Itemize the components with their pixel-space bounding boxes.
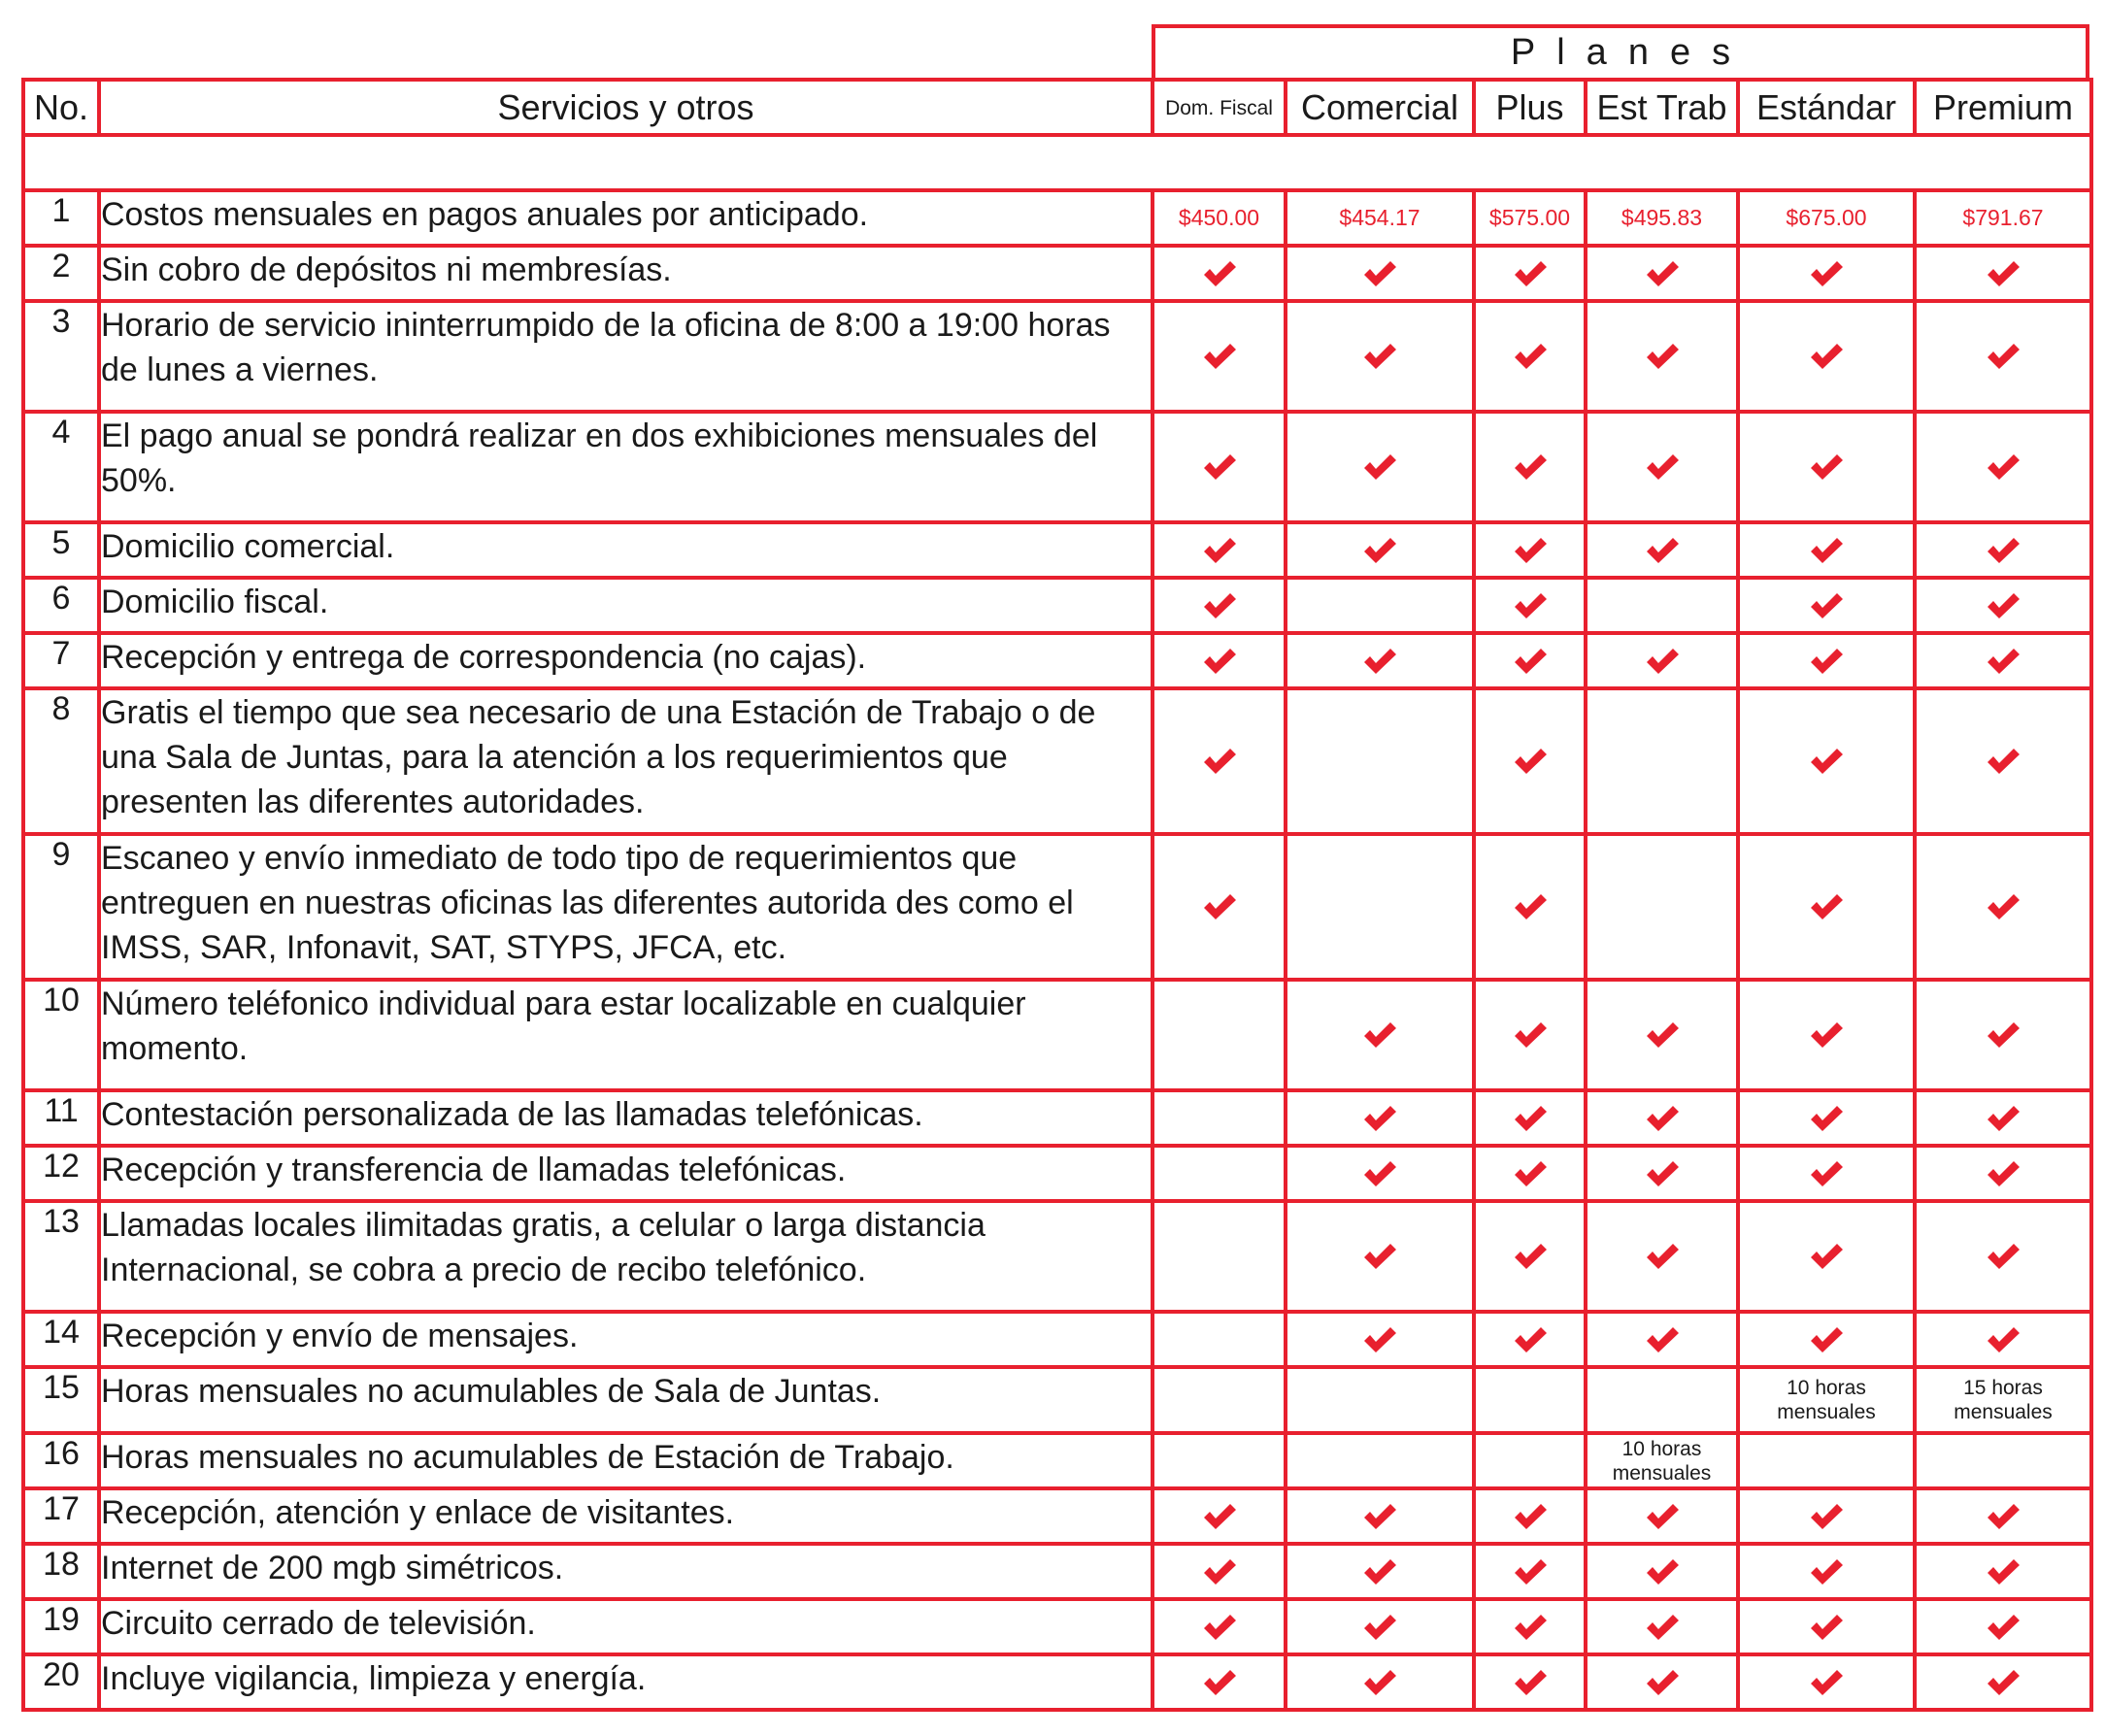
service-description: Horas mensuales no acumulables de Estación de Trabajo.: [99, 1433, 1153, 1488]
checkmark-icon: [1513, 260, 1548, 287]
plan-cell-included: [1586, 246, 1738, 301]
plan-cell-included: [1153, 1654, 1286, 1710]
service-description: Escaneo y envío inmediato de todo tipo de requerimientos que entreguen en nuestras oficinas las diferentes autorida des como el IMSS, SAR, Infonavit, SAT, STYPS, JFCA, etc.: [99, 834, 1153, 980]
checkmark-icon: [1362, 1326, 1397, 1353]
plan-cell-included: [1586, 1544, 1738, 1599]
checkmark-icon: [1202, 748, 1237, 775]
plan-cell-included: [1286, 1488, 1474, 1544]
plan-cell-included: [1738, 301, 1915, 412]
plan-cell-included: [1286, 1090, 1474, 1146]
row-number: 14: [23, 1312, 99, 1367]
plan-cell-included: [1286, 633, 1474, 688]
checkmark-icon: [1645, 1326, 1680, 1353]
row-number: 17: [23, 1488, 99, 1544]
plan-cell-included: [1474, 1488, 1586, 1544]
plan-cell-included: [1915, 633, 2091, 688]
plan-cell-included: [1738, 1201, 1915, 1312]
plan-cell-included: [1153, 1544, 1286, 1599]
service-description: Llamadas locales ilimitadas gratis, a celular o larga distancia Internacional, se cobra a precio de recibo telefónico.: [99, 1201, 1153, 1312]
plan-hours-note: 10 horas mensuales: [1586, 1433, 1738, 1488]
checkmark-icon: [1809, 1105, 1844, 1132]
plan-cell-included: [1586, 980, 1738, 1090]
checkmark-icon: [1362, 453, 1397, 481]
checkmark-icon: [1513, 1160, 1548, 1187]
plan-cell-included: [1915, 1654, 2091, 1710]
plan-cell-included: [1586, 1146, 1738, 1201]
plan-cell-included: [1738, 1599, 1915, 1654]
service-description: Costos mensuales en pagos anuales por anticipado.: [99, 190, 1153, 246]
checkmark-icon: [1809, 1160, 1844, 1187]
plan-cell-included: [1586, 1090, 1738, 1146]
checkmark-icon: [1645, 1160, 1680, 1187]
plan-cell-included: [1915, 578, 2091, 633]
plan-cell-included: [1915, 1090, 2091, 1146]
checkmark-icon: [1809, 453, 1844, 481]
plan-cell-included: [1738, 688, 1915, 834]
checkmark-icon: [1362, 537, 1397, 564]
checkmark-icon: [1645, 1669, 1680, 1696]
checkmark-icon: [1986, 1669, 2021, 1696]
checkmark-icon: [1202, 343, 1237, 370]
plan-cell-included: [1153, 1488, 1286, 1544]
plan-cell-included: [1474, 980, 1586, 1090]
row-number: 8: [23, 688, 99, 834]
checkmark-icon: [1809, 1021, 1844, 1049]
plan-cell-included: [1915, 522, 2091, 578]
checkmark-icon: [1809, 260, 1844, 287]
checkmark-icon: [1513, 1669, 1548, 1696]
table-row: [23, 412, 2091, 522]
plan-price: $675.00: [1738, 190, 1915, 246]
checkmark-icon: [1645, 453, 1680, 481]
table-row: [23, 1433, 2091, 1488]
checkmark-icon: [1362, 648, 1397, 675]
plan-price: $791.67: [1915, 190, 2091, 246]
checkmark-icon: [1809, 1243, 1844, 1270]
table-row: [23, 980, 2091, 1090]
plan-cell-included: [1586, 633, 1738, 688]
checkmark-icon: [1202, 893, 1237, 920]
plan-cell-included: [1286, 301, 1474, 412]
checkmark-icon: [1362, 1105, 1397, 1132]
column-header-number: No.: [23, 80, 99, 135]
plan-cell-included: [1286, 1654, 1474, 1710]
plan-price: $575.00: [1474, 190, 1586, 246]
plan-cell-included: [1915, 301, 2091, 412]
checkmark-icon: [1645, 648, 1680, 675]
plan-cell-included: [1474, 412, 1586, 522]
checkmark-icon: [1809, 1326, 1844, 1353]
plan-cell-included: [1915, 834, 2091, 980]
plan-cell-empty: [1153, 1090, 1286, 1146]
plan-cell-included: [1153, 246, 1286, 301]
plan-cell-empty: [1474, 1367, 1586, 1433]
checkmark-icon: [1645, 1614, 1680, 1641]
checkmark-icon: [1362, 1558, 1397, 1586]
column-header-plan-comercial: Comercial: [1286, 80, 1474, 135]
plan-cell-included: [1586, 1654, 1738, 1710]
plan-cell-included: [1915, 1201, 2091, 1312]
plan-cell-included: [1153, 688, 1286, 834]
table-row: [23, 1367, 2091, 1433]
plan-cell-included: [1738, 1488, 1915, 1544]
checkmark-icon: [1645, 1503, 1680, 1530]
column-header-plan-premium: Premium: [1915, 80, 2091, 135]
plan-cell-included: [1153, 578, 1286, 633]
plan-cell-included: [1586, 1488, 1738, 1544]
checkmark-icon: [1986, 453, 2021, 481]
plan-cell-included: [1738, 246, 1915, 301]
checkmark-icon: [1362, 1160, 1397, 1187]
service-description: Recepción y transferencia de llamadas telefónicas.: [99, 1146, 1153, 1201]
plan-cell-included: [1915, 1312, 2091, 1367]
plan-cell-included: [1915, 1488, 2091, 1544]
checkmark-icon: [1986, 1160, 2021, 1187]
checkmark-icon: [1202, 1669, 1237, 1696]
spacer-cell: [23, 135, 2091, 190]
plan-cell-included: [1738, 412, 1915, 522]
plan-cell-included: [1915, 1146, 2091, 1201]
plan-cell-included: [1153, 412, 1286, 522]
plan-cell-included: [1738, 1654, 1915, 1710]
checkmark-icon: [1202, 260, 1237, 287]
service-description: Gratis el tiempo que sea necesario de una Estación de Trabajo o de una Sala de Juntas, para la atención a los requerimientos que presenten las diferentes autoridades.: [99, 688, 1153, 834]
plan-cell-empty: [1153, 1367, 1286, 1433]
table-row: [23, 301, 2091, 412]
checkmark-icon: [1513, 1105, 1548, 1132]
plan-cell-empty: [1586, 578, 1738, 633]
plan-cell-empty: [1153, 980, 1286, 1090]
checkmark-icon: [1513, 1503, 1548, 1530]
checkmark-icon: [1809, 748, 1844, 775]
row-number: 2: [23, 246, 99, 301]
service-description: Número teléfonico individual para estar localizable en cualquier momento.: [99, 980, 1153, 1090]
table-row: [23, 1654, 2091, 1710]
plan-cell-empty: [1153, 1433, 1286, 1488]
plan-cell-included: [1286, 522, 1474, 578]
checkmark-icon: [1645, 537, 1680, 564]
plan-cell-included: [1586, 412, 1738, 522]
checkmark-icon: [1362, 1503, 1397, 1530]
row-number: 20: [23, 1654, 99, 1710]
plan-cell-empty: [1153, 1201, 1286, 1312]
checkmark-icon: [1513, 343, 1548, 370]
checkmark-icon: [1362, 343, 1397, 370]
checkmark-icon: [1986, 1326, 2021, 1353]
plan-cell-included: [1286, 1312, 1474, 1367]
plan-cell-included: [1586, 1201, 1738, 1312]
column-header-plan-dom-fiscal: Dom. Fiscal: [1153, 80, 1286, 135]
plan-cell-included: [1586, 1599, 1738, 1654]
plan-cell-empty: [1286, 1367, 1474, 1433]
plan-cell-included: [1286, 246, 1474, 301]
table-row: [23, 578, 2091, 633]
checkmark-icon: [1202, 1558, 1237, 1586]
plan-cell-included: [1738, 834, 1915, 980]
checkmark-icon: [1986, 1558, 2021, 1586]
checkmark-icon: [1986, 748, 2021, 775]
plan-cell-included: [1586, 522, 1738, 578]
service-description: Contestación personalizada de las llamadas telefónicas.: [99, 1090, 1153, 1146]
plan-cell-included: [1915, 688, 2091, 834]
checkmark-icon: [1986, 537, 2021, 564]
plans-group-header: Planes: [1152, 24, 2089, 78]
checkmark-icon: [1513, 1243, 1548, 1270]
table-row: [23, 688, 2091, 834]
plan-cell-included: [1286, 1599, 1474, 1654]
plan-cell-included: [1738, 633, 1915, 688]
plan-cell-included: [1474, 1201, 1586, 1312]
service-description: Horario de servicio ininterrumpido de la oficina de 8:00 a 19:00 horas de lunes a viernes.: [99, 301, 1153, 412]
row-number: 1: [23, 190, 99, 246]
checkmark-icon: [1986, 648, 2021, 675]
plan-cell-empty: [1586, 688, 1738, 834]
plan-cell-included: [1286, 412, 1474, 522]
checkmark-icon: [1645, 1105, 1680, 1132]
checkmark-icon: [1986, 1021, 2021, 1049]
checkmark-icon: [1513, 1326, 1548, 1353]
service-description: Horas mensuales no acumulables de Sala de Juntas.: [99, 1367, 1153, 1433]
checkmark-icon: [1809, 1669, 1844, 1696]
column-header-plan-est-trab: Est Trab: [1586, 80, 1738, 135]
checkmark-icon: [1362, 1243, 1397, 1270]
table-row: [23, 633, 2091, 688]
plan-cell-included: [1153, 1599, 1286, 1654]
service-description: El pago anual se pondrá realizar en dos exhibiciones mensuales del 50%.: [99, 412, 1153, 522]
service-description: Recepción, atención y enlace de visitantes.: [99, 1488, 1153, 1544]
row-number: 11: [23, 1090, 99, 1146]
checkmark-icon: [1809, 592, 1844, 619]
service-description: Internet de 200 mgb simétricos.: [99, 1544, 1153, 1599]
checkmark-icon: [1986, 592, 2021, 619]
plan-price: $454.17: [1286, 190, 1474, 246]
checkmark-icon: [1645, 1558, 1680, 1586]
plan-price: $450.00: [1153, 190, 1286, 246]
plan-hours-note: 10 horas mensuales: [1738, 1367, 1915, 1433]
checkmark-icon: [1645, 1021, 1680, 1049]
plan-cell-included: [1286, 980, 1474, 1090]
plan-cell-empty: [1738, 1433, 1915, 1488]
plan-cell-empty: [1586, 834, 1738, 980]
row-number: 13: [23, 1201, 99, 1312]
table-row: [23, 1488, 2091, 1544]
checkmark-icon: [1202, 537, 1237, 564]
row-number: 10: [23, 980, 99, 1090]
plan-cell-included: [1474, 1146, 1586, 1201]
plan-cell-included: [1153, 522, 1286, 578]
table-row: [23, 1090, 2091, 1146]
service-description: Incluye vigilancia, limpieza y energía.: [99, 1654, 1153, 1710]
checkmark-icon: [1645, 260, 1680, 287]
checkmark-icon: [1809, 1503, 1844, 1530]
table-row: [23, 246, 2091, 301]
service-description: Domicilio comercial.: [99, 522, 1153, 578]
services-plans-table: [21, 78, 2093, 1712]
plan-cell-empty: [1474, 1433, 1586, 1488]
column-header-plan-plus: Plus: [1474, 80, 1586, 135]
plan-cell-included: [1738, 1090, 1915, 1146]
checkmark-icon: [1809, 1614, 1844, 1641]
service-description: Circuito cerrado de televisión.: [99, 1599, 1153, 1654]
row-number: 5: [23, 522, 99, 578]
plan-cell-included: [1738, 1312, 1915, 1367]
plan-cell-included: [1474, 1599, 1586, 1654]
table-row: [23, 834, 2091, 980]
checkmark-icon: [1513, 648, 1548, 675]
plan-cell-included: [1738, 578, 1915, 633]
plan-cell-included: [1286, 1201, 1474, 1312]
checkmark-icon: [1362, 260, 1397, 287]
checkmark-icon: [1986, 1243, 2021, 1270]
checkmark-icon: [1513, 537, 1548, 564]
checkmark-icon: [1809, 893, 1844, 920]
row-number: 16: [23, 1433, 99, 1488]
checkmark-icon: [1513, 1614, 1548, 1641]
plan-cell-empty: [1286, 1433, 1474, 1488]
checkmark-icon: [1645, 1243, 1680, 1270]
table-row: [23, 1312, 2091, 1367]
plan-cell-included: [1474, 301, 1586, 412]
service-description: Recepción y entrega de correspondencia (no cajas).: [99, 633, 1153, 688]
plan-cell-included: [1474, 1312, 1586, 1367]
checkmark-icon: [1986, 1503, 2021, 1530]
checkmark-icon: [1202, 648, 1237, 675]
row-number: 12: [23, 1146, 99, 1201]
table-row: [23, 190, 2091, 246]
plan-cell-empty: [1915, 1433, 2091, 1488]
service-description: Domicilio fiscal.: [99, 578, 1153, 633]
plan-cell-included: [1586, 1312, 1738, 1367]
row-number: 9: [23, 834, 99, 980]
row-number: 15: [23, 1367, 99, 1433]
plan-cell-included: [1153, 301, 1286, 412]
plan-price: $495.83: [1586, 190, 1738, 246]
plan-cell-included: [1474, 522, 1586, 578]
plan-cell-included: [1915, 246, 2091, 301]
service-description: Sin cobro de depósitos ni membresías.: [99, 246, 1153, 301]
plan-cell-included: [1474, 1654, 1586, 1710]
plan-cell-empty: [1153, 1312, 1286, 1367]
row-number: 7: [23, 633, 99, 688]
plan-cell-included: [1586, 301, 1738, 412]
checkmark-icon: [1986, 1105, 2021, 1132]
checkmark-icon: [1202, 592, 1237, 619]
plan-cell-included: [1286, 1146, 1474, 1201]
checkmark-icon: [1202, 1503, 1237, 1530]
plan-hours-note: 15 horas mensuales: [1915, 1367, 2091, 1433]
service-description: Recepción y envío de mensajes.: [99, 1312, 1153, 1367]
checkmark-icon: [1809, 537, 1844, 564]
plan-cell-empty: [1586, 1367, 1738, 1433]
plan-cell-included: [1474, 1090, 1586, 1146]
spacer-row: [23, 135, 2091, 190]
table-row: [23, 1599, 2091, 1654]
checkmark-icon: [1809, 648, 1844, 675]
checkmark-icon: [1513, 893, 1548, 920]
checkmark-icon: [1513, 453, 1548, 481]
column-header-services: Servicios y otros: [99, 80, 1153, 135]
plan-cell-included: [1915, 412, 2091, 522]
plan-cell-empty: [1286, 834, 1474, 980]
checkmark-icon: [1986, 893, 2021, 920]
plan-cell-empty: [1153, 1146, 1286, 1201]
table-row: [23, 1146, 2091, 1201]
plan-cell-included: [1474, 834, 1586, 980]
plan-cell-empty: [1286, 688, 1474, 834]
row-number: 3: [23, 301, 99, 412]
checkmark-icon: [1513, 1021, 1548, 1049]
plan-cell-included: [1153, 633, 1286, 688]
plan-cell-included: [1474, 688, 1586, 834]
plan-cell-included: [1738, 522, 1915, 578]
row-number: 18: [23, 1544, 99, 1599]
checkmark-icon: [1362, 1021, 1397, 1049]
checkmark-icon: [1986, 260, 2021, 287]
plan-cell-included: [1474, 578, 1586, 633]
checkmark-icon: [1986, 1614, 2021, 1641]
checkmark-icon: [1513, 592, 1548, 619]
table-row: [23, 522, 2091, 578]
checkmark-icon: [1513, 748, 1548, 775]
checkmark-icon: [1986, 343, 2021, 370]
plan-cell-included: [1474, 246, 1586, 301]
plan-cell-included: [1474, 633, 1586, 688]
plan-cell-included: [1738, 1146, 1915, 1201]
checkmark-icon: [1809, 1558, 1844, 1586]
checkmark-icon: [1202, 453, 1237, 481]
checkmark-icon: [1645, 343, 1680, 370]
checkmark-icon: [1202, 1614, 1237, 1641]
plan-cell-included: [1738, 1544, 1915, 1599]
plan-cell-included: [1153, 834, 1286, 980]
row-number: 4: [23, 412, 99, 522]
row-number: 6: [23, 578, 99, 633]
table-row: [23, 1544, 2091, 1599]
checkmark-icon: [1362, 1669, 1397, 1696]
column-header-plan-estandar: Estándar: [1738, 80, 1915, 135]
plan-cell-empty: [1286, 578, 1474, 633]
table-header-row: [23, 80, 2091, 135]
checkmark-icon: [1362, 1614, 1397, 1641]
plan-cell-included: [1286, 1544, 1474, 1599]
plan-cell-included: [1915, 980, 2091, 1090]
plan-cell-included: [1915, 1544, 2091, 1599]
row-number: 19: [23, 1599, 99, 1654]
plan-cell-included: [1738, 980, 1915, 1090]
checkmark-icon: [1809, 343, 1844, 370]
plan-cell-included: [1915, 1599, 2091, 1654]
checkmark-icon: [1513, 1558, 1548, 1586]
plan-cell-included: [1474, 1544, 1586, 1599]
table-row: [23, 1201, 2091, 1312]
